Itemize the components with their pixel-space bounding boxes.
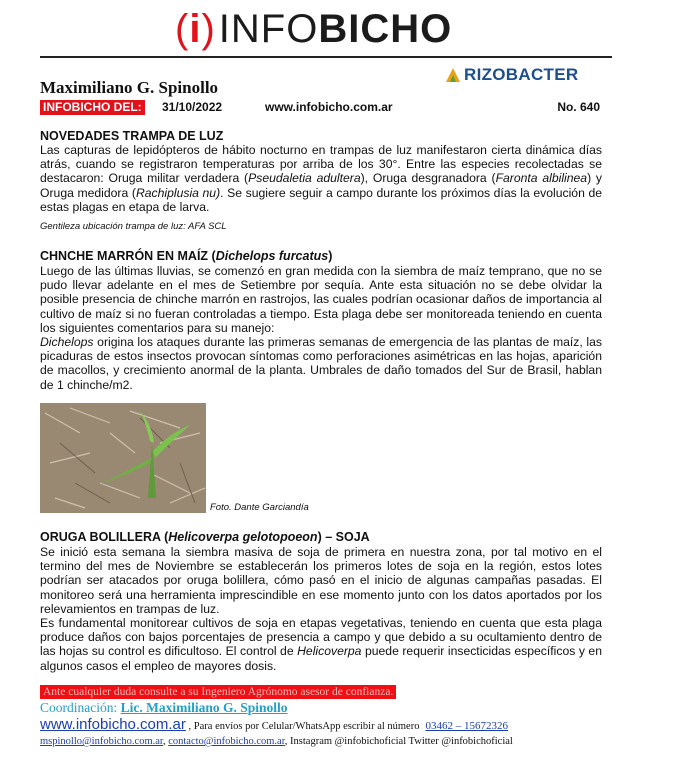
- logo-paren-close: ): [201, 7, 215, 51]
- dateline-tag: INFOBICHO DEL:: [40, 100, 145, 115]
- title-part: CHNCHE MARRÓN EN MAÍZ (: [40, 249, 216, 263]
- coord-label: Coordinación:: [40, 700, 121, 715]
- phone-link[interactable]: 03462 – 15672326: [425, 720, 508, 732]
- coordination-line: [40, 700, 288, 716]
- body-text: Es fundamental monitorear cultivos de soja en etapas vegetativas, teniendo en cuenta que esta plaga produce daños con bajos porcentajes de presencia a campo y que debido a su ocultamiento dentro de las hojas su control es dificultoso. El control de: [40, 616, 602, 659]
- species-name: Dichelops: [40, 335, 94, 350]
- header-divider: [40, 56, 612, 58]
- infobicho-logo: [175, 6, 452, 52]
- header-website[interactable]: www.infobicho.com.ar: [265, 100, 393, 114]
- section-title-oruga-bolillera: [40, 530, 370, 544]
- title-species: Dichelops furcatus: [215, 249, 329, 263]
- logo-paren-open: (: [175, 7, 189, 51]
- section-title-chinche: [40, 249, 332, 263]
- section-body-trampa-luz: [40, 143, 602, 214]
- caption-trampa-luz: Gentileza ubicación trampa de luz: AFA SCL: [40, 221, 227, 232]
- logo-bicho-text: BICHO: [318, 7, 453, 51]
- title-end: ) – SOJA: [317, 530, 370, 544]
- logo-info-text: INFO: [218, 7, 319, 51]
- issue-date: 31/10/2022: [162, 100, 223, 114]
- email-social-line: mspinollo@infobicho.com.ar, contacto@infobicho.com.ar, Instagram @infobichoficial Twitter @infobichoficial: [40, 736, 513, 747]
- photo-caption: Foto. Dante Garciandía: [210, 502, 309, 513]
- species-name: Faronta albilinea: [495, 171, 588, 186]
- footer-website-link[interactable]: www.infobicho.com.ar: [40, 716, 186, 733]
- whatsapp-text: Para envíos por Celular/WhatsApp escribir al número: [193, 721, 420, 732]
- email-link-contacto[interactable]: contacto@infobicho.com.ar: [168, 736, 285, 747]
- body-text: . Se sugiere seguir a campo durante los próximos días la evolución de estas plagas en etapa de larva.: [40, 185, 602, 214]
- section-body-oruga-bolillera: [40, 545, 602, 673]
- body-text: Luego de las últimas lluvias, se comenzó en gran medida con la siembra de maíz temprano, que no se pudo llevar adelante en el mes de Setiembre por sequía. Ante esta situación no se debe olvidar la posible presencia de chinche marrón en rastrojos, las cuales podrían ocasionar daños de importancia al cultivo de maíz si no fueran controladas a tiempo. Esta plaga debe ser monitoreada teniendo en cuenta los siguientes comentarios para su manejo:: [40, 264, 602, 335]
- sponsor-logo: [445, 65, 578, 85]
- separator: ,: [185, 721, 194, 732]
- corn-seedling-photo: [40, 403, 206, 513]
- body-text: Las capturas de lepidópteros de hábito nocturno en trampas de luz manifestaron cierta dinámica días atrás, cuando se registraron temperaturas por arriba de los 30°. Entre las especies recolectadas se destacaron: Oruga militar verdadera (: [40, 143, 602, 186]
- species-name: Helicoverpa: [297, 644, 362, 659]
- social-handles: , Instagram @infobichoficial Twitter @infobichoficial: [284, 736, 513, 747]
- rizobacter-mark-icon: [445, 67, 461, 83]
- body-text: ), Oruga desgranadora (: [360, 171, 496, 186]
- title-part: ORUGA BOLILLERA (: [40, 530, 169, 544]
- section-body-chinche: [40, 264, 602, 392]
- dateline: [40, 100, 600, 116]
- advisory-banner: Ante cualquier duda consulte a su Ingeniero Agrónomo asesor de confianza.: [40, 685, 396, 699]
- title-end: ): [328, 249, 333, 263]
- body-text: puede requerir insecticidas específicos y en algunos casos el empleo de mayores dosis.: [40, 644, 602, 673]
- body-text: Se inició esta semana la siembra masiva de soja de primera en nuestra zona, por tal motivo en el termino del mes de Noviembre se establecerán los primeros lotes de soja en la región, estos lotes podrían ser atacados por oruga bolillera, cómo pasó en el inicio de algunas campañas pasadas. El monitoreo será una herramienta imprescindible en ese momento junto con los datos aportados por los relevamientos en trampas de luz.: [40, 545, 602, 616]
- coord-name[interactable]: Lic. Maximiliano G. Spinollo: [120, 700, 288, 715]
- species-name: Pseudaletia adultera: [248, 171, 361, 186]
- email-link-spinollo[interactable]: mspinollo@infobicho.com.ar: [40, 736, 163, 747]
- contact-line: [40, 716, 508, 733]
- title-species: Helicoverpa gelotopoeon: [168, 530, 318, 544]
- issue-number: No. 640: [557, 100, 600, 114]
- sponsor-name: RIZOBACTER: [464, 65, 579, 84]
- logo-i: i: [189, 7, 201, 51]
- species-name: Rachiplusia nu): [135, 185, 221, 200]
- body-text: origina los ataques durante las primeras semanas de emergencia de las plantas de maíz, las picaduras de estos insectos provocan síntomas como perforaciones asimétricas en las hojas, aparición de macollos, y crecimiento anormal de la planta. Umbrales de daño tomados del Sur de Brasil, hablan de 1 chinche/m2.: [40, 335, 602, 392]
- body-text: ) y Oruga medidora (: [40, 171, 603, 200]
- author-name: Maximiliano G. Spinollo: [40, 78, 219, 97]
- section-title-trampa-luz: NOVEDADES TRAMPA DE LUZ: [40, 129, 224, 143]
